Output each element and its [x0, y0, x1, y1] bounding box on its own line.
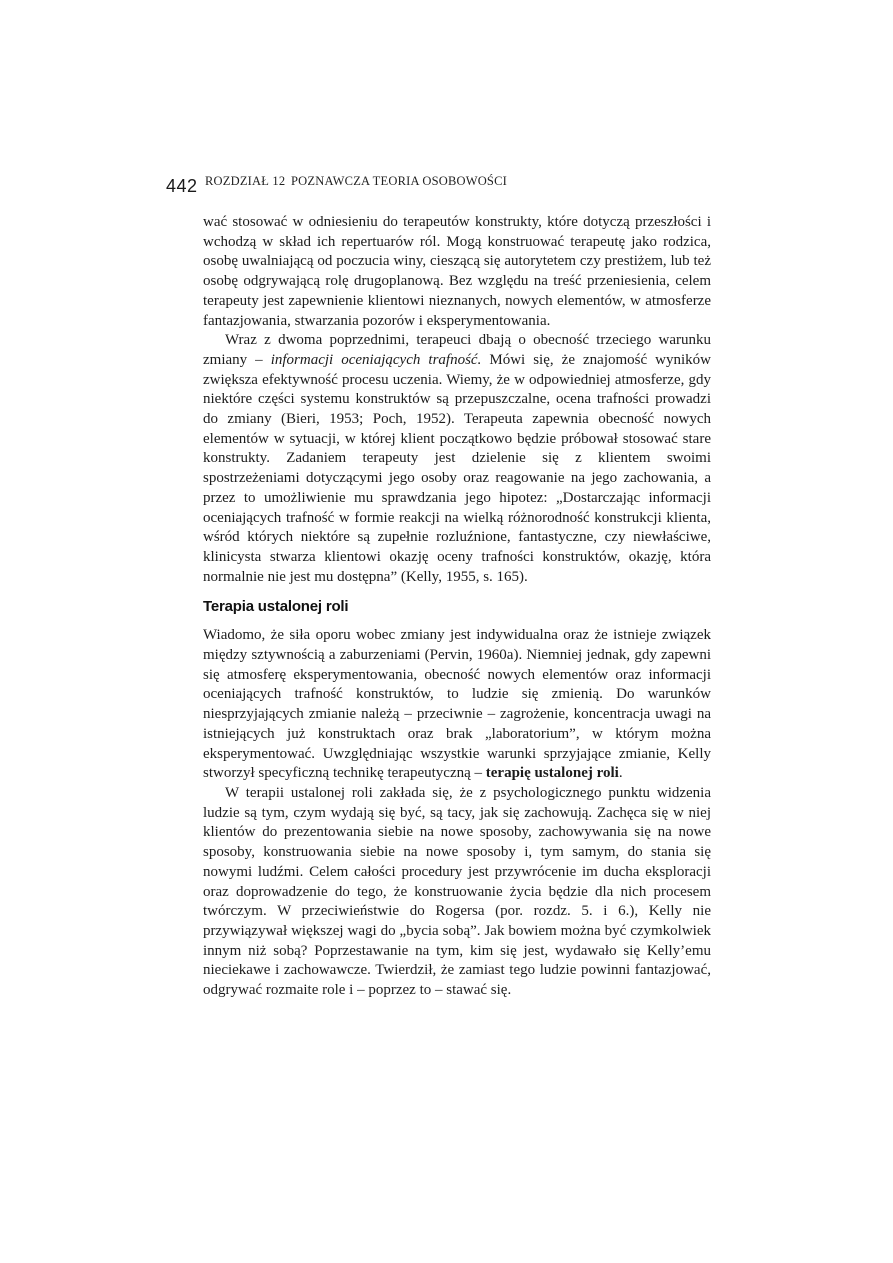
- paragraph-2-text-a: Wraz z dwoma poprzednimi, terapeuci dbają o obecność trzeciego warunku zmiany –: [203, 332, 711, 368]
- paragraph-3-text-a: Wiadomo, że siła oporu wobec zmiany jest indywidualna oraz że istnieje związek między sztywnością a zaburzeniami (Pervin, 1960a). Niemniej jednak, gdy zapewni się atmosferę eksperymentowania, obecność nowych elementów oraz informacji oceniających trafność konstruktów, to ludzie się zmienią. Do warunków niesprzyjających zmianie należą – przeciwnie – zagrożenie, koncentracja uwagi na istniejących już konstruktach oraz brak „laboratorium”, w którym można eksperymentować. Uwzględniając wszystkie warunki sprzyjające zmianie, Kelly stworzył specyficzną technikę terapeutyczną –: [203, 627, 711, 782]
- paragraph-4: W terapii ustalonej roli zakłada się, że z psychologicznego punktu widzenia ludzie są tym, czym wydają się być, są tacy, jak się zachowują. Zachęca się w niej klientów do prezentowania siebie na nowe sposoby, zachowywania się na nowe sposoby, konstruowania siebie na nowe sposoby i, tym samym, do stania się nowymi ludźmi. Celem całości procedury jest przywrócenie im ducha eksploracji oraz doprowadzenie do tego, że konstruowanie życia będzie dla nich procesem twórczym. W przeciwieństwie do Rogersa (por. rozdz. 5. i 6.), Kelly nie przywiązywał większej wagi do „bycia sobą”. Jak bowiem można być czymkolwiek innym niż sobą? Poprzestawanie na tym, kim się jest, wydawało się Kelly’emu nieciekawe i zachowawcze. Twierdził, że zamiast tego ludzie powinni fantazjować, odgrywać rozmaite role i – poprzez to – stawać się.: [203, 784, 711, 999]
- paragraph-3: [203, 626, 711, 784]
- section-heading: Terapia ustalonej roli: [203, 598, 349, 616]
- paragraph-2: [203, 331, 711, 587]
- paragraph-2-emphasis: informacji oceniających trafność.: [270, 351, 482, 368]
- body-text: [203, 213, 711, 1001]
- chapter-label: ROZDZIAŁ 12: [205, 174, 286, 188]
- paragraph-3-text-b: .: [618, 765, 623, 782]
- paragraph-1: wać stosować w odniesieniu do terapeutów konstrukty, które dotyczą przeszłości i wchodzą w skład ich repertuarów ról. Mogą konstruować terapeutę jako rodzica, osobę uwalniającą od poczucia winy, cieszącą się autorytetem czy prestiżem, lub też osobę odgrywającą rolę drugoplanową. Bez względu na treść przeniesienia, celem terapeuty jest zapewnienie klientowi nieznanych, nowych elementów, w atmosferze fantazjowania, stwarzania pozorów i eksperymentowania.: [203, 214, 711, 329]
- paragraph-3-bold-term: terapię ustalonej roli: [485, 765, 619, 782]
- chapter-title: POZNAWCZA TEORIA OSOBOWOŚCI: [291, 174, 507, 188]
- page-number: 442: [166, 176, 198, 196]
- paragraph-2-text-b: Mówi się, że znajomość wyników zwiększa efektywność procesu uczenia. Wiemy, że w odpowiedniej atmosferze, gdy niektóre części systemu konstruktów są przepuszczalne, ocena trafności prowadzi do zmiany (Bieri, 1953; Poch, 1952). Terapeuta zapewnia obecność nowych elementów w sytuacji, w której klient początkowo będzie próbował stosować stare konstrukty. Zadaniem terapeuty jest dzielenie się z klientem swoimi spostrzeżeniami dotyczącymi jego osoby oraz reagowanie na jego zachowania, a przez to umożliwienie mu sprawdzania jego hipotez: „Dostarczając informacji oceniających trafność w formie reakcji na wielką różnorodność konstrukcji klienta, wśród których niektóre są zupełnie rozluźnione, fantastyczne, czy niewłaściwe, klinicysta stwarza klientowi okazję oceny trafności konstruktów, okazję, która normalnie nie jest mu dostępna” (Kelly, 1955, s. 165).: [203, 351, 712, 585]
- running-head: [166, 170, 726, 194]
